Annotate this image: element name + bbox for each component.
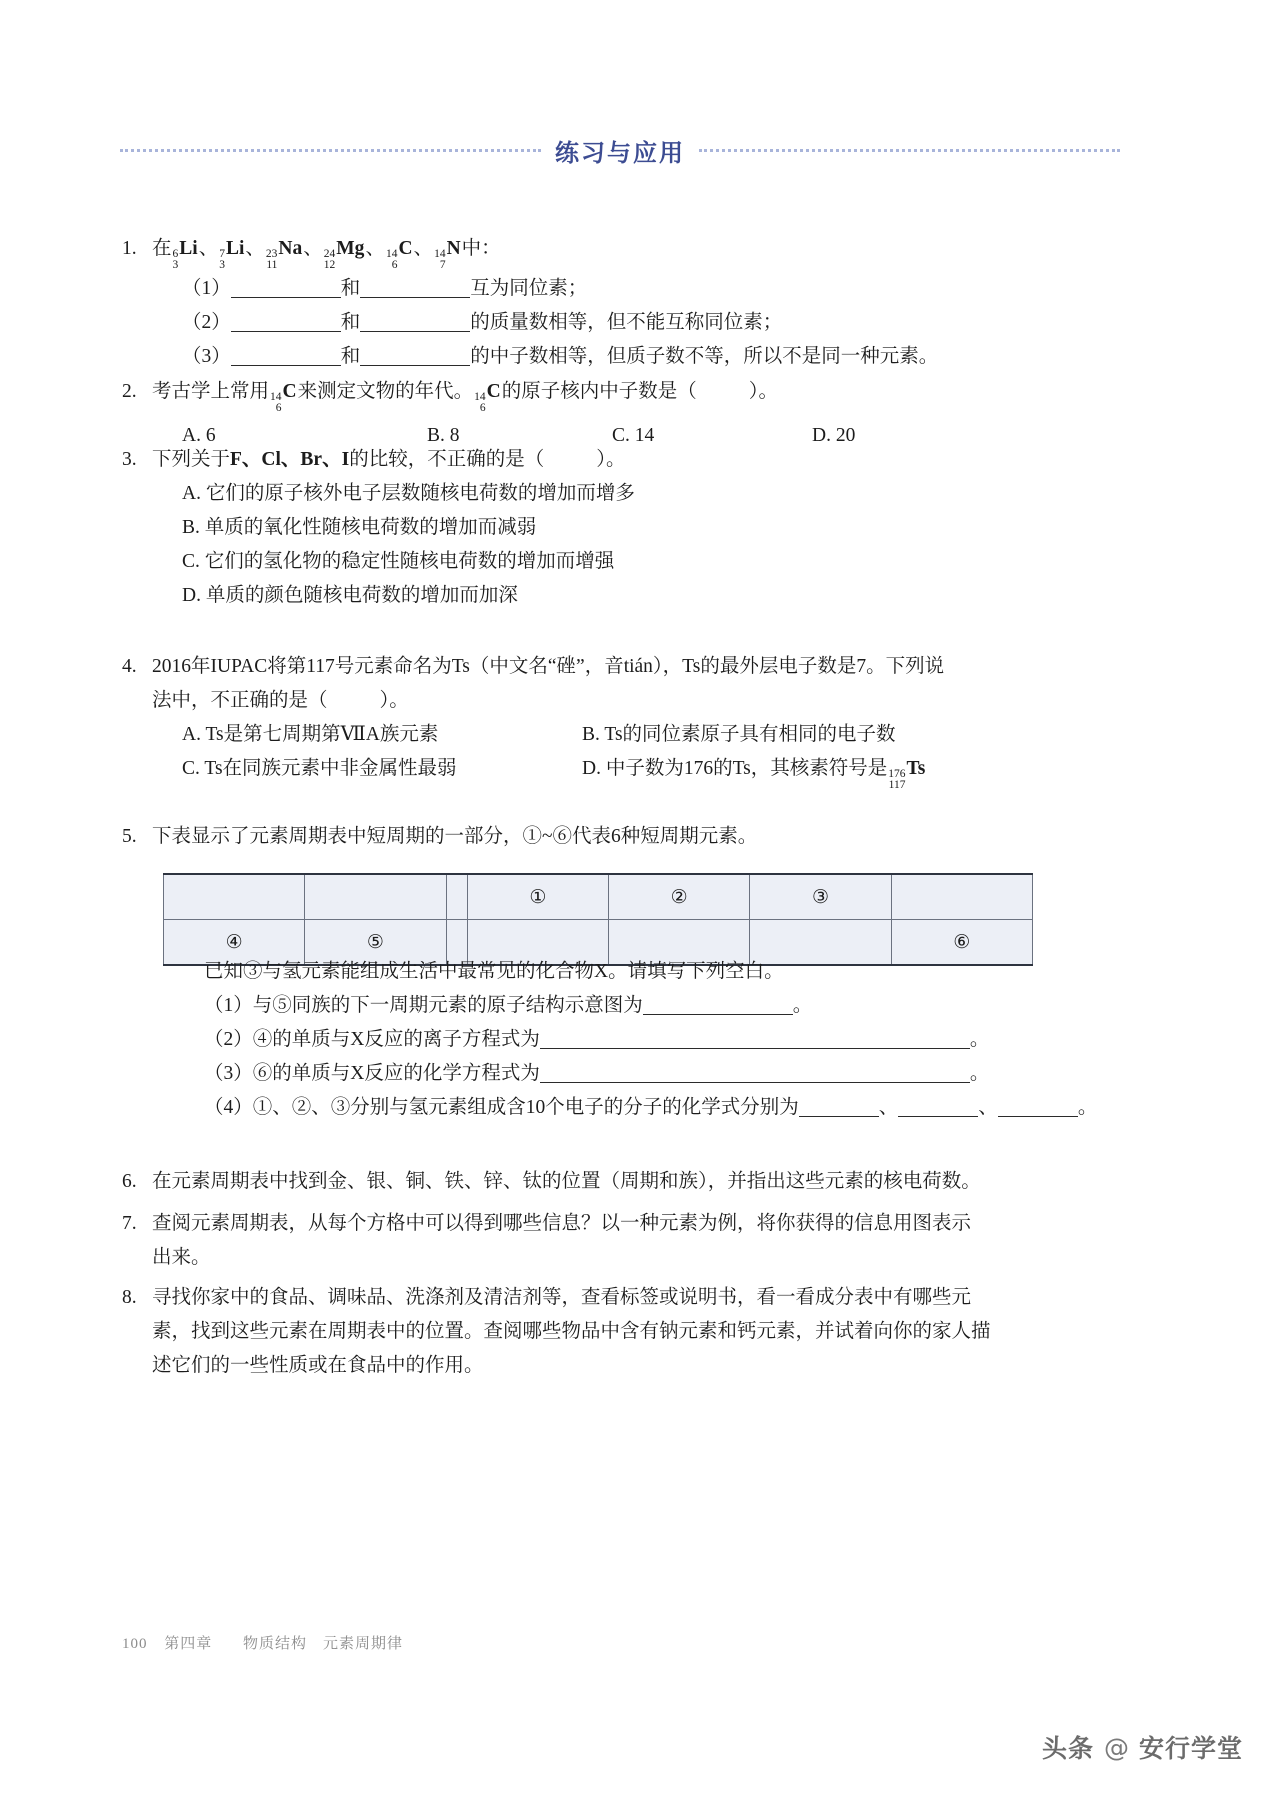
option-c[interactable]: C. 它们的氢化物的稳定性随核电荷数的增加而增强 bbox=[182, 551, 615, 572]
answer-blank[interactable] bbox=[799, 1096, 879, 1117]
nuclide-ts176: 176 117 Ts bbox=[888, 758, 926, 792]
question-7 bbox=[122, 1207, 1132, 1275]
dotted-rule-left bbox=[120, 149, 541, 152]
question-4 bbox=[122, 650, 1132, 792]
dotted-rule-right bbox=[699, 149, 1120, 152]
section-label: 物质结构 元素周期律 bbox=[243, 1636, 404, 1652]
sub-label: （2） bbox=[182, 311, 231, 333]
answer-blank[interactable] bbox=[360, 311, 470, 332]
question-5-sub-2: （2）④的单质与X反应的离子方程式为 。 bbox=[204, 1029, 990, 1050]
question-4-options-row-1 bbox=[152, 718, 1132, 752]
question-1 bbox=[122, 232, 1122, 374]
watermark bbox=[1042, 1729, 1243, 1765]
page-number: 100 bbox=[122, 1636, 148, 1652]
answer-blank[interactable] bbox=[231, 277, 341, 298]
watermark-account-name: 安行学堂 bbox=[1138, 1734, 1243, 1763]
nuclide-c14: 14 6 C bbox=[270, 381, 297, 415]
answer-blank[interactable] bbox=[231, 345, 341, 366]
table-cell bbox=[446, 874, 467, 920]
question-2 bbox=[122, 375, 1122, 453]
question-8-line-3: 述它们的一些性质或在食品中的作用。 bbox=[152, 1355, 484, 1376]
option-d[interactable]: D. 中子数为176的Ts，其核素符号是 176 117 Ts bbox=[582, 752, 926, 792]
option-c[interactable]: C. 14 bbox=[612, 424, 655, 446]
question-5-details bbox=[122, 955, 1132, 1125]
nuclide-n14: 14 7 N bbox=[434, 238, 461, 272]
nuclide-mg24: 24 12 Mg bbox=[323, 238, 365, 272]
option-b[interactable]: B. 8 bbox=[427, 424, 460, 446]
question-1-sub-1: （1） 和 互为同位素； bbox=[182, 277, 588, 299]
answer-blank[interactable] bbox=[540, 1028, 970, 1049]
question-5-sub-3: （3）⑥的单质与X反应的化学方程式为 。 bbox=[204, 1063, 990, 1084]
option-a[interactable]: A. 它们的原子核外电子层数随核电荷数的增加而增多 bbox=[182, 483, 635, 504]
table-cell: ② bbox=[609, 874, 750, 920]
sub-label: （4） bbox=[204, 1097, 253, 1118]
question-2-number: 2. bbox=[122, 381, 137, 402]
answer-blank[interactable] bbox=[360, 345, 470, 366]
nuclide-c14: 14 6 C bbox=[385, 238, 413, 272]
question-6-text: 在元素周期表中找到金、银、铜、铁、锌、钛的位置（周期和族），并指出这些元素的核电荷数。 bbox=[152, 1171, 981, 1192]
sub-label: （3） bbox=[182, 345, 231, 367]
watermark-logo: 头条 bbox=[1041, 1734, 1094, 1763]
option-c[interactable]: C. Ts在同族元素中非金属性最弱 bbox=[182, 758, 457, 779]
question-1-stem: 在 6 3 Li、 7 3 Li、 23 11 Na、 24 12 Mg、 14 6 C、 14 7 N中： bbox=[152, 232, 1122, 272]
section-title: 练习与应用 bbox=[555, 138, 685, 167]
question-5-sub-1: （1）与⑤同族的下一周期元素的原子结构示意图为 。 bbox=[204, 995, 813, 1016]
chapter-label: 第四章 bbox=[164, 1636, 213, 1652]
option-d[interactable]: D. 20 bbox=[812, 424, 856, 446]
nuclide-li7: 7 3 Li bbox=[219, 238, 245, 272]
table-cell bbox=[891, 874, 1032, 920]
question-4-stem-line-1: 2016年IUPAC将第117号元素命名为Ts（中文名“䂳”，音tián），Ts的最外层电子数是7。下列说 bbox=[152, 656, 945, 677]
question-6 bbox=[122, 1165, 1132, 1199]
answer-blank[interactable] bbox=[360, 277, 470, 298]
table-cell: ⑤ bbox=[305, 920, 446, 966]
answer-blank[interactable] bbox=[231, 311, 341, 332]
question-7-number: 7. bbox=[122, 1213, 137, 1234]
question-4-number: 4. bbox=[122, 656, 137, 677]
halogen-elements: F、Cl、Br、I bbox=[230, 449, 350, 470]
question-5-number: 5. bbox=[122, 826, 137, 847]
question-5-known: 已知③与氢元素能组成生活中最常见的化合物X。请填写下列空白。 bbox=[204, 961, 784, 982]
periodic-fragment-table bbox=[163, 873, 1033, 966]
question-8-number: 8. bbox=[122, 1287, 137, 1308]
table-row bbox=[164, 874, 1033, 920]
question-1-number: 1. bbox=[122, 238, 137, 259]
answer-blank[interactable] bbox=[540, 1062, 970, 1083]
option-d[interactable]: D. 单质的颜色随核电荷数的增加而加深 bbox=[182, 585, 518, 606]
question-6-number: 6. bbox=[122, 1171, 137, 1192]
table-cell: ① bbox=[467, 874, 608, 920]
question-3 bbox=[122, 443, 1122, 613]
table-cell bbox=[305, 874, 446, 920]
option-b[interactable]: B. 单质的氧化性随核电荷数的增加而减弱 bbox=[182, 517, 537, 538]
sub-label: （2） bbox=[204, 1029, 253, 1050]
watermark-at-symbol: @ bbox=[1103, 1732, 1129, 1762]
sub-label: （1） bbox=[182, 277, 231, 299]
nuclide-na23: 23 11 Na bbox=[265, 238, 303, 272]
question-1-sub-2: （2） 和 的质量数相等，但不能互称同位素； bbox=[182, 311, 783, 333]
option-a[interactable]: A. 6 bbox=[182, 424, 216, 446]
question-5-sub-4: （4）①、②、③分别与氢元素组成含10个电子的分子的化学式分别为 、 、 。 bbox=[204, 1097, 1098, 1118]
sub-label: （1） bbox=[204, 995, 253, 1016]
option-b[interactable]: B. Ts的同位素原子具有相同的电子数 bbox=[582, 724, 896, 745]
nuclide-c14: 14 6 C bbox=[474, 381, 501, 415]
question-2-stem: 考古学上常用 14 6 C来测定文物的年代。 14 6 C的原子核内中子数是（ ）。 bbox=[152, 375, 1122, 415]
section-header bbox=[120, 128, 1120, 172]
table-cell bbox=[164, 874, 305, 920]
option-a[interactable]: A. Ts是第七周期第ⅦA族元素 bbox=[182, 724, 439, 745]
answer-blank[interactable] bbox=[898, 1096, 978, 1117]
question-4-options-row-2 bbox=[152, 752, 1132, 792]
question-3-stem: 下列关于F、Cl、Br、I的比较，不正确的是（ ）。 bbox=[152, 449, 626, 470]
question-4-stem-line-2: 法中，不正确的是（ ）。 bbox=[152, 690, 409, 711]
page-footer bbox=[122, 1632, 403, 1653]
table-cell: ④ bbox=[164, 920, 305, 966]
question-8-line-2: 素，找到这些元素在周期表中的位置。查阅哪些物品中含有钠元素和钙元素，并试着向你的家人描 bbox=[152, 1321, 991, 1342]
question-3-number: 3. bbox=[122, 449, 137, 470]
question-7-line-1: 查阅元素周期表，从每个方格中可以得到哪些信息？以一种元素为例，将你获得的信息用图表示 bbox=[152, 1213, 972, 1234]
table-cell: ③ bbox=[750, 874, 891, 920]
question-8 bbox=[122, 1281, 1132, 1383]
question-5 bbox=[122, 820, 1132, 854]
table-cell: ⑥ bbox=[891, 920, 1032, 966]
question-7-line-2: 出来。 bbox=[152, 1247, 211, 1268]
nuclide-li6: 6 3 Li bbox=[172, 238, 198, 272]
question-8-line-1: 寻找你家中的食品、调味品、洗涤剂及清洁剂等，查看标签或说明书，看一看成分表中有哪些元 bbox=[152, 1287, 972, 1308]
answer-blank[interactable] bbox=[998, 1096, 1078, 1117]
question-5-stem: 下表显示了元素周期表中短周期的一部分，①~⑥代表6种短周期元素。 bbox=[152, 826, 758, 847]
question-1-sub-3: （3） 和 的中子数相等，但质子数不等，所以不是同一种元素。 bbox=[182, 345, 939, 367]
answer-blank[interactable] bbox=[643, 994, 793, 1015]
sub-label: （3） bbox=[204, 1063, 253, 1084]
